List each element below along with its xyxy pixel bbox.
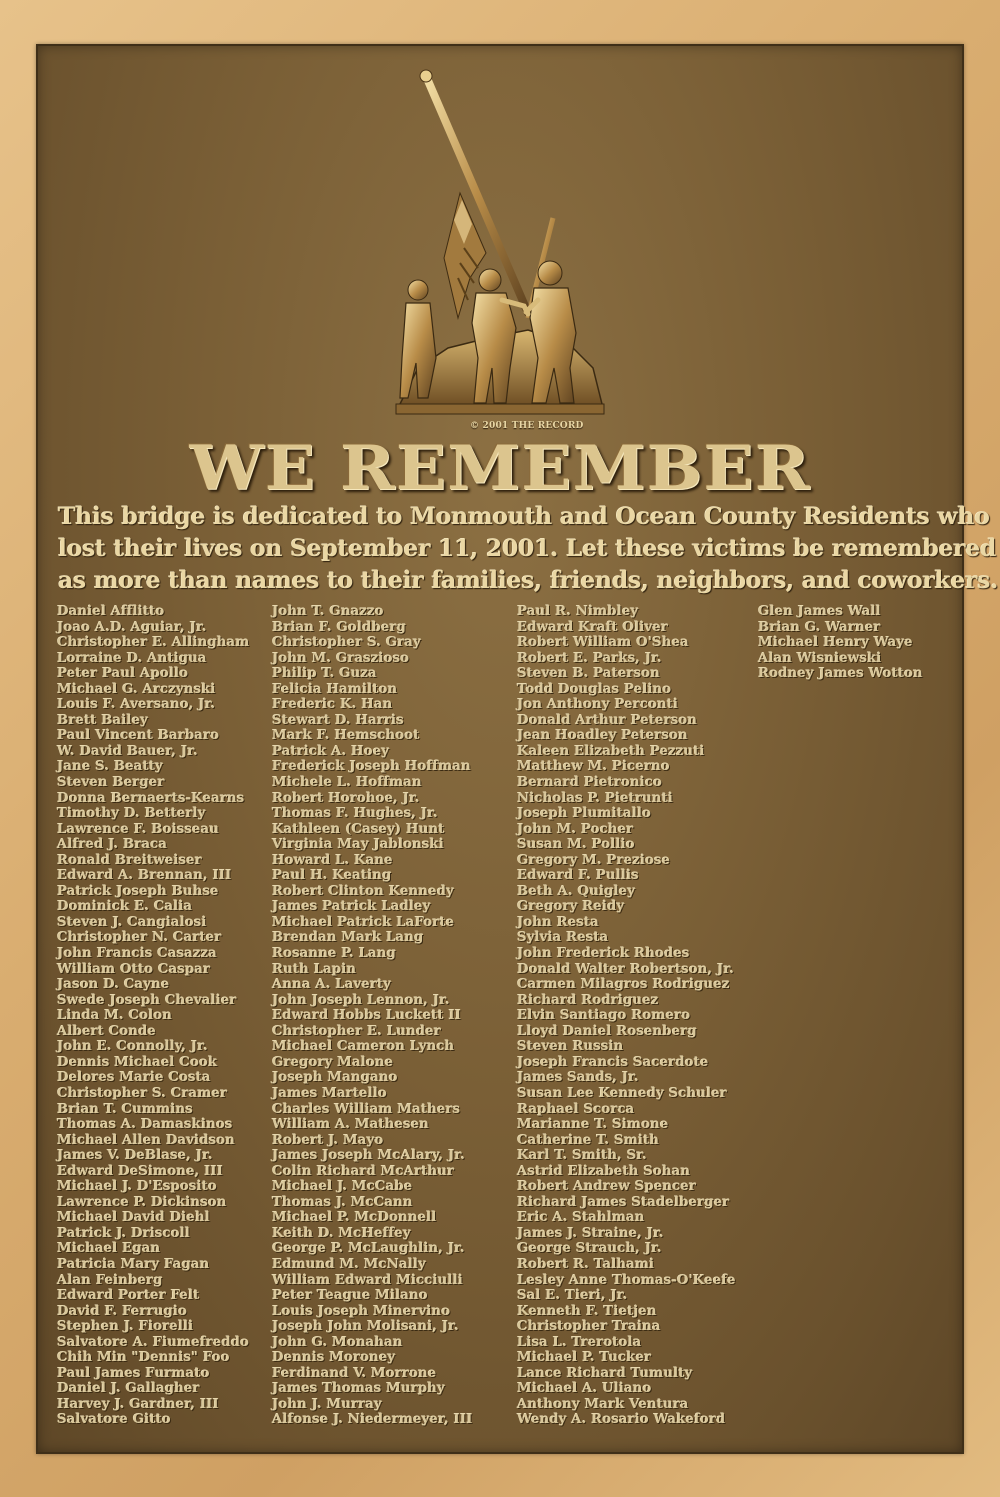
dedication-line: as more than names to their families, friends, neighbors, and coworkers. [58, 566, 998, 594]
victim-name: Stewart D. Harris [272, 712, 404, 728]
victim-name: Patricia Mary Fagan [57, 1256, 210, 1272]
victim-name: Daniel Afflitto [57, 604, 165, 619]
victim-name: John Frederick Rhodes [517, 946, 690, 962]
victim-name: Kenneth F. Tietjen [517, 1303, 657, 1319]
victim-name: Delores Marie Costa [57, 1070, 211, 1086]
victim-name: Donna Bernaerts-Kearns [57, 790, 245, 806]
victim-name: Michael Allen Davidson [57, 1132, 235, 1148]
victim-name: Jason D. Cayne [57, 977, 170, 993]
victim-name: Frederic K. Han [272, 697, 393, 713]
victim-name: Sylvia Resta [517, 930, 609, 946]
victim-name: Michael P. McDonnell [272, 1210, 437, 1226]
victim-name: Steven B. Paterson [517, 666, 660, 682]
victim-name: David F. Ferrugio [57, 1303, 187, 1319]
victim-name: Robert E. Parks, Jr. [517, 650, 662, 666]
dedication-line: lost their lives on September 11, 2001. Let these victims be remembered [58, 534, 997, 562]
victim-name: Christopher S. Gray [272, 635, 421, 651]
victim-name: Lance Richard Tumulty [517, 1365, 693, 1381]
victim-name: William Edward Micciulli [272, 1272, 463, 1288]
victim-name: Swede Joseph Chevalier [57, 992, 237, 1008]
victim-name: Christopher E. Allingham [57, 635, 250, 651]
victim-name: John M. Pocher [517, 821, 634, 837]
victim-name: Edmund M. McNally [272, 1256, 426, 1272]
victim-name: John T. Gnazzo [272, 604, 384, 619]
victim-name: Paul Vincent Barbaro [57, 728, 220, 744]
victim-name: Beth A. Quigley [517, 883, 636, 899]
victim-name: Charles William Mathers [272, 1101, 461, 1117]
victim-name: Salvatore Gitto [57, 1412, 171, 1428]
victim-name: Edward F. Pullis [517, 868, 639, 884]
victim-name: Dennis Moroney [272, 1350, 396, 1366]
victim-name: Joseph Francis Sacerdote [517, 1054, 709, 1070]
victim-name: Edward Kraft Oliver [517, 619, 668, 635]
victim-name: Edward A. Brennan, III [57, 868, 232, 884]
victim-name: Thomas J. McCann [272, 1194, 413, 1210]
dedication-text [58, 500, 998, 596]
victim-name: James Sands, Jr. [517, 1070, 639, 1086]
victim-name: Michael Henry Waye [758, 635, 913, 651]
victim-name: Peter Teague Milano [272, 1288, 428, 1304]
dedication-line: This bridge is dedicated to Monmouth and Ocean County Residents who [58, 502, 990, 530]
victim-name: Anthony Mark Ventura [517, 1396, 689, 1412]
page-title: WE REMEMBER [189, 432, 811, 504]
victim-name: Patrick J. Driscoll [57, 1225, 190, 1241]
victim-name: Colin Richard McArthur [272, 1163, 455, 1179]
victim-name: Christopher Traina [517, 1319, 661, 1335]
victim-name: Richard James Stadelberger [517, 1194, 730, 1210]
victim-name: William A. Mathesen [272, 1117, 429, 1133]
victim-name: James Thomas Murphy [272, 1381, 445, 1397]
victim-name: Robert William O'Shea [517, 635, 689, 651]
victim-name: Sal E. Tieri, Jr. [517, 1288, 628, 1304]
victim-name: Alfonse J. Niedermeyer, III [272, 1412, 473, 1428]
victim-name: Thomas A. Damaskinos [57, 1117, 233, 1133]
victim-name: Felicia Hamilton [272, 681, 398, 697]
victim-name: Michael G. Arczynski [57, 681, 216, 697]
victim-name: Michael J. McCabe [272, 1179, 413, 1195]
victim-name: Dennis Michael Cook [57, 1054, 218, 1070]
victim-name: Lawrence P. Dickinson [57, 1194, 227, 1210]
copyright-notice: © 2001 THE RECORD [470, 421, 584, 431]
victim-name: Brian T. Cummins [57, 1101, 193, 1117]
victim-name: Chih Min "Dennis" Foo [57, 1350, 230, 1366]
victim-name: Steven Russin [517, 1039, 624, 1055]
victim-name: Kathleen (Casey) Hunt [272, 821, 445, 837]
victim-name: Harvey J. Gardner, III [57, 1396, 219, 1412]
victim-name: Christopher N. Carter [57, 930, 222, 946]
victim-name: Daniel J. Gallagher [57, 1381, 200, 1397]
victim-name: Glen James Wall [758, 604, 881, 619]
victim-name: Wendy A. Rosario Wakeford [517, 1412, 726, 1428]
victim-name: Gregory Malone [272, 1054, 394, 1070]
victim-name: Paul James Furmato [57, 1365, 210, 1381]
victim-name: Brian F. Goldberg [272, 619, 406, 635]
victim-name: Paul R. Nimbley [517, 604, 639, 619]
victim-name: Rodney James Wotton [758, 666, 923, 682]
victim-name: James Joseph McAlary, Jr. [272, 1148, 465, 1164]
victim-name: Michael J. D'Esposito [57, 1179, 217, 1195]
names-column-3 [517, 604, 736, 1428]
victim-name: James Patrick Ladley [272, 899, 431, 915]
victim-name: Patrick A. Hoey [272, 743, 390, 759]
victim-name: John M. Graszioso [272, 650, 410, 666]
victim-name: Eric A. Stahlman [517, 1210, 645, 1226]
victim-name: Christopher S. Cramer [57, 1085, 228, 1101]
names-column-4 [758, 604, 923, 682]
victim-name: Ferdinand V. Morrone [272, 1365, 437, 1381]
victim-name: Todd Douglas Pelino [517, 681, 672, 697]
victim-name: Linda M. Colon [57, 1008, 173, 1024]
victim-name: Karl T. Smith, Sr. [517, 1148, 647, 1164]
flag-raising-sculpture-icon [378, 68, 618, 428]
victim-name: Steven Berger [57, 775, 165, 791]
victim-name: Robert Horohoe, Jr. [272, 790, 420, 806]
victim-name: George P. McLaughlin, Jr. [272, 1241, 465, 1257]
victim-name: Patrick Joseph Buhse [57, 883, 219, 899]
victim-name: Marianne T. Simone [517, 1117, 669, 1133]
victim-name: Louis Joseph Minervino [272, 1303, 451, 1319]
victim-name: Nicholas P. Pietrunti [517, 790, 673, 806]
victim-name: Susan Lee Kennedy Schuler [517, 1085, 727, 1101]
victim-name: Joseph Mangano [272, 1070, 398, 1086]
victim-name: Brendan Mark Lang [272, 930, 424, 946]
victim-name: James V. DeBlase, Jr. [57, 1148, 213, 1164]
victim-name: Elvin Santiago Romero [517, 1008, 691, 1024]
victim-name: Robert Clinton Kennedy [272, 883, 454, 899]
victim-name: Frederick Joseph Hoffman [272, 759, 471, 775]
victim-name: Salvatore A. Fiumefreddo [57, 1334, 250, 1350]
victim-name: Anna A. Laverty [272, 977, 391, 993]
victim-name: Michele L. Hoffman [272, 775, 422, 791]
victim-name: John G. Monahan [272, 1334, 403, 1350]
victim-name: Joseph John Molisani, Jr. [272, 1319, 459, 1335]
victim-name: Alan Wisniewski [758, 650, 882, 666]
victim-name: Joao A.D. Aguiar, Jr. [57, 619, 207, 635]
victim-name: Lesley Anne Thomas-O'Keefe [517, 1272, 736, 1288]
victim-name: John Joseph Lennon, Jr. [272, 992, 450, 1008]
victim-name: Michael P. Tucker [517, 1350, 652, 1366]
victim-name: John J. Murray [272, 1396, 382, 1412]
victim-name: Edward DeSimone, III [57, 1163, 224, 1179]
victim-name: Lloyd Daniel Rosenberg [517, 1023, 697, 1039]
victim-name: Timothy D. Betterly [57, 806, 206, 822]
victim-name: Astrid Elizabeth Sohan [517, 1163, 691, 1179]
victim-name: Dominick E. Calia [57, 899, 193, 915]
victim-name: Alan Feinberg [57, 1272, 163, 1288]
victim-name: Michael Cameron Lynch [272, 1039, 455, 1055]
victim-name: Albert Conde [57, 1023, 156, 1039]
victim-name: Philip T. Guza [272, 666, 377, 682]
victim-name: Gregory Reidy [517, 899, 625, 915]
victim-name: Mark F. Hemschoot [272, 728, 420, 744]
victim-name: Michael Egan [57, 1241, 161, 1257]
victim-name: Carmen Milagros Rodriguez [517, 977, 730, 993]
victim-name: Steven J. Cangialosi [57, 914, 207, 930]
victim-name: Joseph Plumitallo [517, 806, 651, 822]
names-column-1 [57, 604, 249, 1428]
victim-name: Lisa L. Trerotola [517, 1334, 642, 1350]
victim-name: Keith D. McHeffey [272, 1225, 411, 1241]
victim-name: Rosanne P. Lang [272, 946, 396, 962]
victim-name: Michael A. Uliano [517, 1381, 652, 1397]
victim-name: Bernard Pietronico [517, 775, 662, 791]
victim-name: Michael Patrick LaForte [272, 914, 455, 930]
victim-name: Gregory M. Preziose [517, 852, 671, 868]
victim-name: Robert R. Talhami [517, 1256, 655, 1272]
victim-name: Robert Andrew Spencer [517, 1179, 696, 1195]
victim-name: John Resta [517, 914, 599, 930]
victim-name: Thomas F. Hughes, Jr. [272, 806, 438, 822]
victim-name: Jane S. Beatty [57, 759, 163, 775]
victim-name: Edward Porter Felt [57, 1288, 200, 1304]
victim-name: Jean Hoadley Peterson [517, 728, 688, 744]
victim-name: Kaleen Elizabeth Pezzuti [517, 743, 705, 759]
victim-name: Brett Bailey [57, 712, 148, 728]
victim-name: Raphael Scorca [517, 1101, 635, 1117]
victim-name: Richard Rodriguez [517, 992, 659, 1008]
victim-name: Matthew M. Picerno [517, 759, 670, 775]
victim-name: W. David Bauer, Jr. [57, 743, 198, 759]
names-column-2 [272, 604, 473, 1428]
victim-name: James Martello [272, 1085, 387, 1101]
victim-name: William Otto Caspar [57, 961, 211, 977]
victim-name: Robert J. Mayo [272, 1132, 384, 1148]
victim-name: John E. Connolly, Jr. [57, 1039, 208, 1055]
victim-name: Howard L. Kane [272, 852, 393, 868]
victim-name: Virginia May Jablonski [272, 837, 444, 853]
victim-name: Louis F. Aversano, Jr. [57, 697, 216, 713]
victim-name: Donald Walter Robertson, Jr. [517, 961, 734, 977]
victim-name: Paul H. Keating [272, 868, 392, 884]
victim-name: Donald Arthur Peterson [517, 712, 698, 728]
victim-name: Jon Anthony Perconti [517, 697, 679, 713]
victim-name: Edward Hobbs Luckett II [272, 1008, 462, 1024]
victim-name: Ronald Breitweiser [57, 852, 202, 868]
victim-name: Brian G. Warner [758, 619, 881, 635]
victim-name: Catherine T. Smith [517, 1132, 660, 1148]
victim-name: George Strauch, Jr. [517, 1241, 662, 1257]
victim-name: Stephen J. Fiorelli [57, 1319, 194, 1335]
victim-name: John Francis Casazza [57, 946, 217, 962]
victim-name: Christopher E. Lunder [272, 1023, 441, 1039]
victim-name: Lawrence F. Boisseau [57, 821, 219, 837]
victim-name: Ruth Lapin [272, 961, 357, 977]
victim-name: Lorraine D. Antigua [57, 650, 207, 666]
victim-name: Alfred J. Braca [57, 837, 168, 853]
victim-name: Peter Paul Apollo [57, 666, 189, 682]
victim-name: Susan M. Pollio [517, 837, 635, 853]
victim-name: James J. Straine, Jr. [517, 1225, 664, 1241]
victim-name: Michael David Diehl [57, 1210, 210, 1226]
